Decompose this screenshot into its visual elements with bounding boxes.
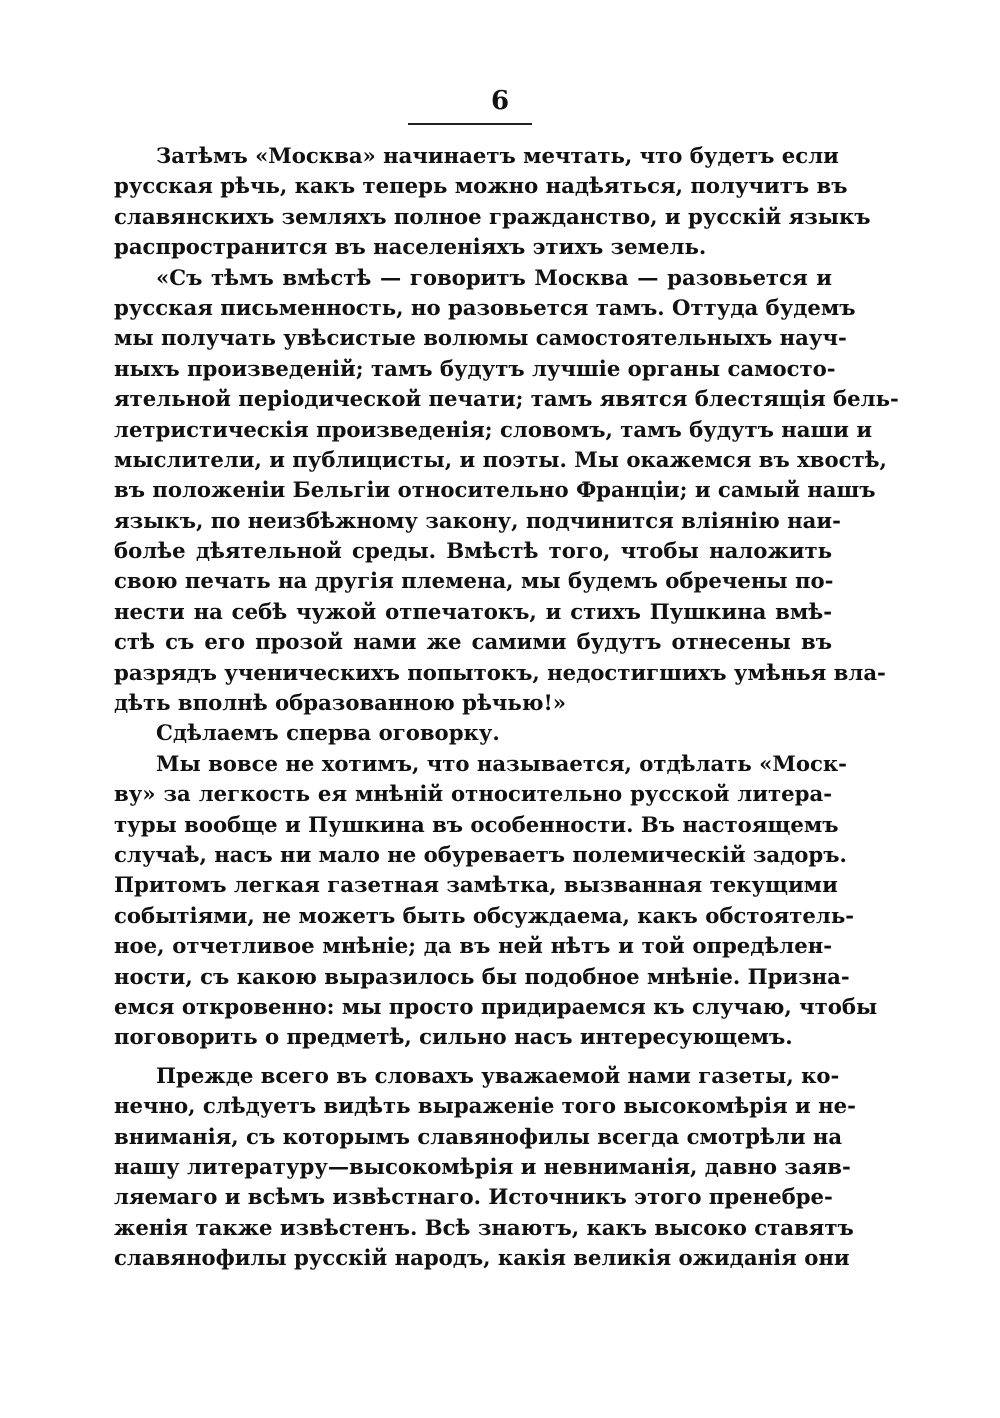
text-line: Притомъ легкая газетная замѣтка, вызванная текущими xyxy=(114,872,838,898)
text-line: дѣть вполнѣ образованною рѣчью!» xyxy=(114,690,567,716)
header-rule xyxy=(408,123,532,125)
text-line: болѣе дѣятельной среды. Вмѣстѣ того, чтобы наложить xyxy=(114,538,832,564)
text-line: ности, съ какою выразилось бы подобное мнѣніе. Призна- xyxy=(114,963,850,989)
text-line: вниманія, съ которымъ славянофилы всегда смотрѣли на xyxy=(114,1123,843,1149)
text-line: поговорить о предметѣ, сильно насъ интересующемъ. xyxy=(114,1024,793,1050)
text-line: случаѣ, насъ ни мало не обуреваетъ полемическій задоръ. xyxy=(114,841,847,867)
text-line: Мы вовсе не хотимъ, что называется, отдѣлать «Моск- xyxy=(156,750,847,776)
text-line: распространится въ населеніяхъ этихъ земель. xyxy=(114,234,707,260)
text-line: ятельной періодической печати; тамъ явятся блестящія бель- xyxy=(114,386,899,412)
text-line: славянскихъ земляхъ полное гражданство, и русскій языкъ xyxy=(114,203,871,229)
text-line: нечно, слѣдуетъ видѣть выраженіе того высокомѣрія и не- xyxy=(114,1093,856,1119)
text-line: нашу литературу—высокомѣрія и невниманія, давно заяв- xyxy=(114,1153,851,1179)
text-line: свою печать на другія племена, мы будемъ обречены по- xyxy=(114,568,834,594)
text-line: нести на себѣ чужой отпечатокъ, и стихъ Пушкина вмѣ- xyxy=(114,598,832,624)
text-line: стѣ съ его прозой нами же самими будутъ отнесены въ xyxy=(114,629,832,655)
text-line: въ положеніи Бельгіи относительно Франціи; и самый нашъ xyxy=(114,477,876,503)
text-line: ву» за легкость ея мнѣній относительно русской литера- xyxy=(114,781,832,807)
text-line: мы получать увѣсистые волюмы самостоятельныхъ науч- xyxy=(114,325,847,351)
text-line: русская рѣчь, какъ теперь можно надѣяться, получитъ въ xyxy=(114,173,848,199)
text-line: емся откровенно: мы просто придираемся къ случаю, чтобы xyxy=(114,993,878,1019)
text-line: событіями, не можетъ быть обсуждаема, какъ обстоятель- xyxy=(114,902,854,928)
page-number: 6 xyxy=(490,86,510,116)
text-line: туры вообще и Пушкина въ особенности. Въ настоящемъ xyxy=(114,811,839,837)
text-line: Затѣмъ «Москва» начинаетъ мечтать, что будетъ если xyxy=(156,143,839,168)
body-text xyxy=(114,141,899,1273)
text-line: мыслители, и публицисты, и поэты. Мы окажемся въ хвостѣ, xyxy=(114,446,887,472)
text-line: Прежде всего въ словахъ уважаемой нами газеты, ко- xyxy=(156,1062,840,1088)
text-line: разрядъ ученическихъ попытокъ, недостигшихъ умѣнья вла- xyxy=(114,659,886,685)
text-line: русская письменность, но разовьется тамъ. Оттуда будемъ xyxy=(114,294,856,320)
text-line: ное, отчетливое мнѣніе; да въ ней нѣтъ и той опредѣлен- xyxy=(114,933,832,959)
text-line: Сдѣлаемъ сперва оговорку. xyxy=(156,720,500,746)
text-line: славянофилы русскій народъ, какія великія ожиданія они xyxy=(114,1245,850,1271)
text-line: «Съ тѣмъ вмѣстѣ — говоритъ Москва — разовьется и xyxy=(156,264,832,290)
text-line: женія также извѣстенъ. Всѣ знаютъ, какъ высоко ставятъ xyxy=(114,1214,854,1240)
text-line: ныхъ произведеній; тамъ будутъ лучшіе органы самосто- xyxy=(114,355,836,381)
text-line: летристическія произведенія; словомъ, тамъ будутъ наши и xyxy=(114,416,873,442)
text-line: ляемаго и всѣмъ извѣстнаго. Источникъ этого пренебре- xyxy=(114,1184,833,1210)
text-line: языкъ, по неизбѣжному закону, подчинится вліянію наи- xyxy=(114,507,841,533)
